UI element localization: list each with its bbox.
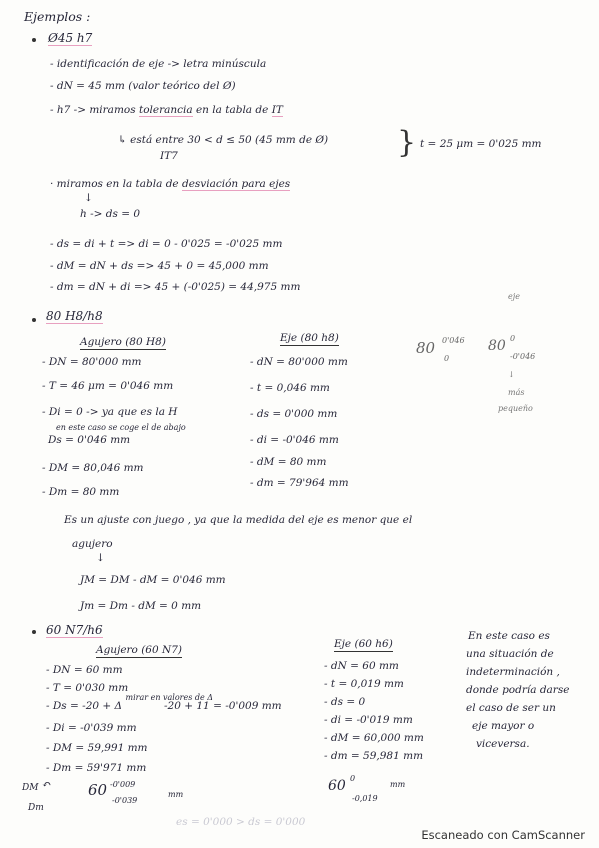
s3-note-2: una situación de — [466, 648, 554, 660]
s2-shaft-3: - ds = 0'000 mm — [250, 408, 338, 420]
bullet-2 — [32, 318, 36, 322]
s1-line-2: - dN = 45 mm (valor teórico del Ø) — [50, 80, 236, 92]
s2-hole-3b: en este caso se coge el de abajo — [56, 423, 186, 432]
s1-line-4: ↳ está entre 30 < d ≤ 50 (45 mm de Ø) — [118, 134, 329, 146]
s3-hole-5: - DM = 59,991 mm — [46, 742, 148, 754]
s3-bl-upper: -0'009 — [110, 780, 136, 789]
s1-line-7: h -> ds = 0 — [80, 208, 141, 220]
s1-line-10: - dm = dN + di => 45 + (-0'025) = 44,975 mm — [50, 281, 301, 293]
s2-paragraph-2: agujero — [72, 538, 113, 550]
s3-br-60: 60 — [328, 778, 346, 794]
s3-bl-mm: mm — [168, 790, 184, 799]
s2-paragraph-3: JM = DM - dM = 0'046 mm — [80, 574, 226, 586]
s3-shaft-2: - t = 0,019 mm — [324, 678, 404, 690]
s3-bl-Dm: Dm — [28, 803, 44, 813]
s1-tolerance: t = 25 μm = 0'025 mm — [420, 138, 542, 150]
s2-title: 80 H8/h8 — [46, 309, 103, 323]
s3-note-4: donde podría darse — [466, 684, 570, 696]
s1-l3c: en la tabla de — [195, 104, 269, 116]
footer-watermark: Escaneado con CamScanner — [421, 828, 585, 842]
s3-shaft-5: - dM = 60,000 mm — [324, 732, 424, 744]
s2-side-1: 80 — [416, 339, 436, 357]
bullet-1 — [32, 38, 36, 42]
s2-hole-title: Agujero (80 H8) — [80, 336, 166, 348]
s1-title: Ø45 h7 — [48, 31, 93, 45]
faded-line: es = 0'000 > ds = 0'000 — [176, 816, 306, 828]
s2-hole-3: - Di = 0 -> ya que es la H — [42, 406, 178, 418]
s3-hole-3b: mirar en valores de Δ — [125, 693, 214, 702]
s3-note-6: eje mayor o — [472, 720, 535, 732]
s3-br-upper: 0 — [350, 774, 356, 783]
s2-side-eje: eje — [508, 292, 520, 301]
s2-paragraph-1: Es un ajuste con juego , ya que la medida del eje es menor que el — [64, 514, 413, 526]
s1-line-6 — [50, 178, 290, 191]
s3-shaft-6: - dm = 59,981 mm — [324, 750, 424, 762]
s2-side-arrow: ↓ — [508, 370, 515, 379]
s1-line-1: - identificación de eje -> letra minúscula — [50, 58, 267, 70]
s2-shaft-1: - dN = 80'000 mm — [250, 356, 348, 368]
s1-l6a: · miramos en la tabla de — [50, 178, 179, 190]
s3-hole-2: - T = 0'030 mm — [46, 682, 129, 694]
s3-bl-60: 60 — [88, 781, 108, 799]
s3-shaft-title: Eje (60 h6) — [334, 638, 393, 650]
s3-hole-4: - Di = -0'039 mm — [46, 722, 137, 734]
s2-hole-5: - DM = 80,046 mm — [42, 462, 144, 474]
s1-line-5: IT7 — [160, 150, 178, 162]
s3-bl-lower: -0'039 — [112, 796, 138, 805]
s2-side-1-lower: 0 — [444, 354, 450, 363]
s3-title: 60 N7/h6 — [46, 623, 103, 637]
s2-shaft-2: - t = 0,046 mm — [250, 382, 330, 394]
s2-side-pequeno: pequeño — [498, 404, 533, 413]
s1-l3b: tolerancia — [138, 104, 193, 116]
s3-shaft-3: - ds = 0 — [324, 696, 366, 708]
s3-bl-DM: DM — [22, 783, 39, 793]
s3-bl-arrow: ↶ — [42, 778, 52, 791]
s1-l3a: - h7 -> miramos — [50, 104, 136, 116]
s2-arrow-down: ↓ — [96, 552, 105, 564]
s3-note-3: indeterminación , — [466, 666, 560, 678]
s2-shaft-6: - dm = 79'964 mm — [250, 477, 349, 489]
s3-hole-3a: - Ds = -20 + Δ — [46, 700, 123, 712]
s2-side-2-lower: -0'046 — [510, 352, 536, 361]
header-title: Ejemplos : — [24, 9, 91, 24]
s2-shaft-4: - di = -0'046 mm — [250, 434, 339, 446]
s2-side-2-upper: 0 — [510, 334, 516, 343]
s3-note-1: En este caso es — [468, 630, 550, 642]
s3-hole-title: Agujero (60 N7) — [96, 644, 182, 656]
s2-hole-4: Ds = 0'046 mm — [48, 434, 131, 446]
s2-shaft-5: - dM = 80 mm — [250, 456, 327, 468]
s3-hole-6: - Dm = 59'971 mm — [46, 762, 147, 774]
s1-line-3 — [50, 104, 283, 117]
s3-note-5: el caso de ser un — [466, 702, 556, 714]
s2-side-1-upper: 0'046 — [442, 336, 465, 345]
brace: } — [397, 125, 417, 160]
s2-shaft-title: Eje (80 h8) — [280, 332, 339, 344]
s2-hole-2: - T = 46 μm = 0'046 mm — [42, 380, 174, 392]
s1-line-9: - dM = dN + ds => 45 + 0 = 45,000 mm — [50, 260, 269, 272]
bullet-3 — [32, 630, 36, 634]
s3-shaft-4: - di = -0'019 mm — [324, 714, 413, 726]
s3-br-lower: -0,019 — [352, 794, 378, 803]
s3-hole-3c: -20 + 11 = -0'009 mm — [164, 700, 282, 712]
s1-l6b: desviación para ejes — [181, 178, 291, 190]
s3-shaft-1: - dN = 60 mm — [324, 660, 399, 672]
s1-l3d: IT — [271, 104, 283, 116]
s2-side-mas: más — [508, 388, 525, 397]
s2-paragraph-4: Jm = Dm - dM = 0 mm — [80, 600, 202, 612]
s2-hole-6: - Dm = 80 mm — [42, 486, 120, 498]
s3-note-7: viceversa. — [476, 738, 530, 750]
s1-arrow-down: ↓ — [84, 192, 93, 204]
s3-hole-1: - DN = 60 mm — [46, 664, 123, 676]
s2-hole-1: - DN = 80'000 mm — [42, 356, 142, 368]
s3-br-mm: mm — [390, 780, 406, 789]
s2-side-2: 80 — [488, 338, 506, 354]
s1-line-8: - ds = di + t => di = 0 - 0'025 = -0'025 mm — [50, 238, 283, 250]
